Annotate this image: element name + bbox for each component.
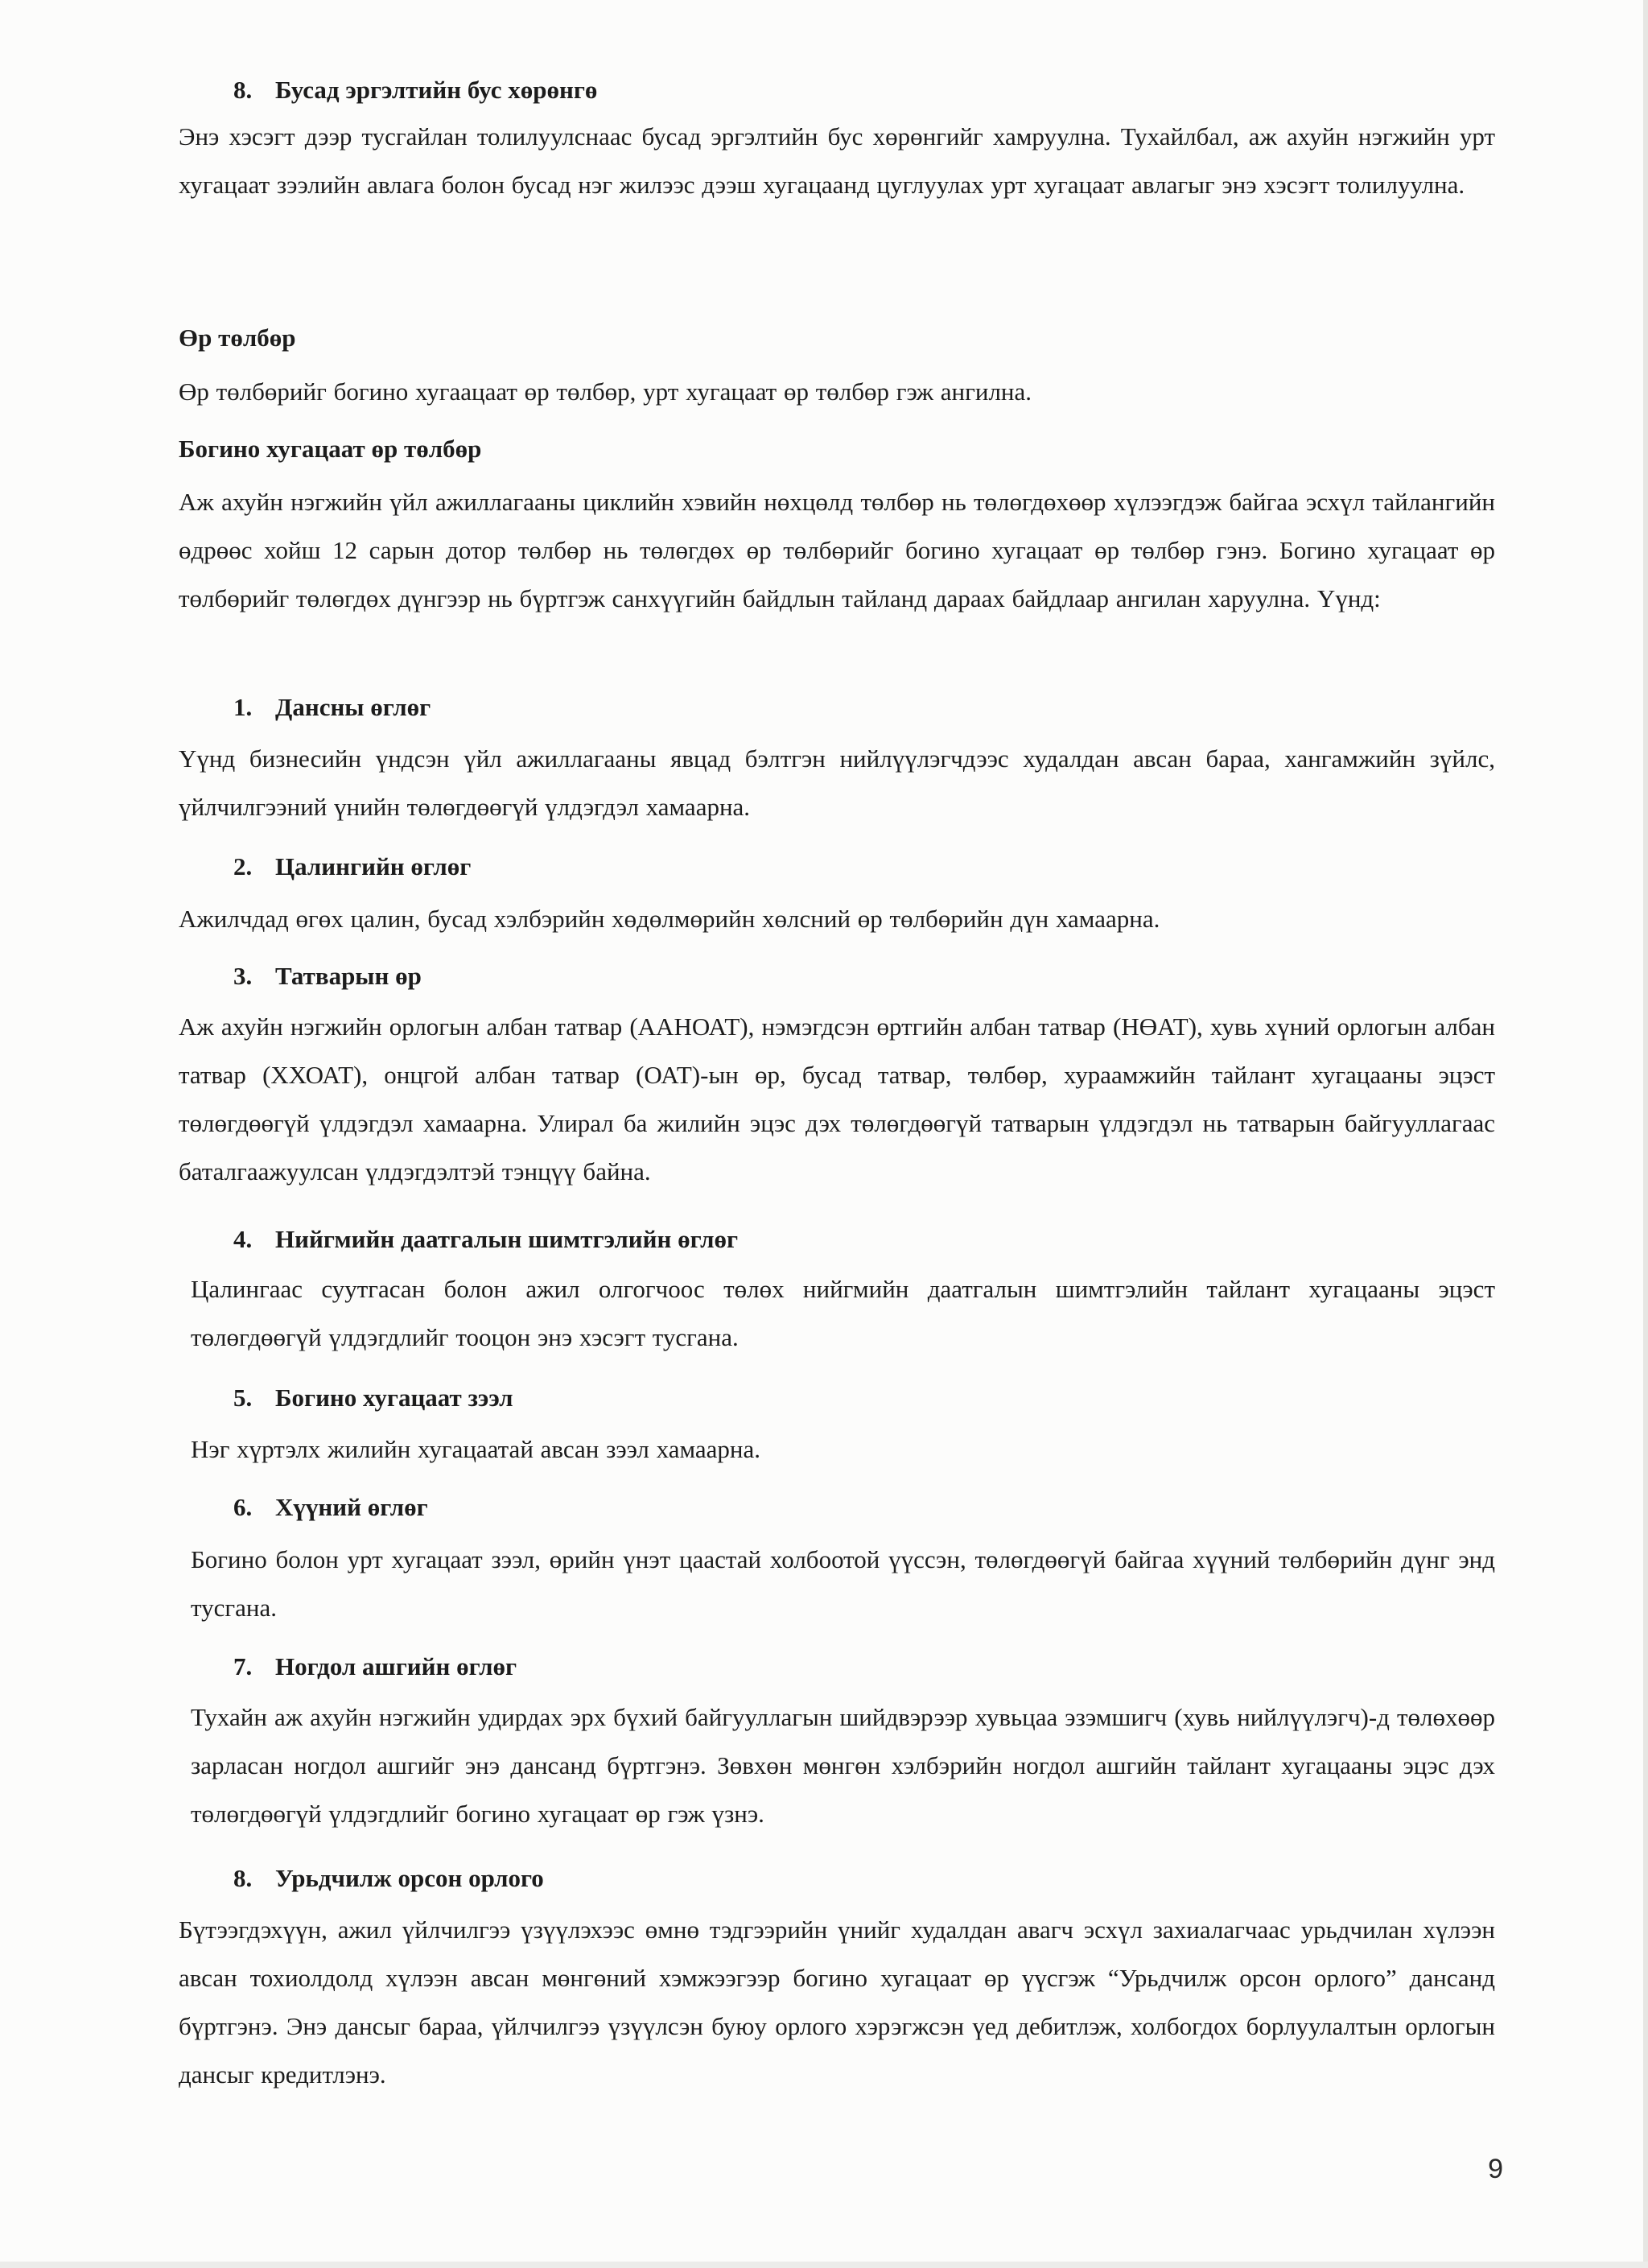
heading-text: Дансны өглөг <box>275 693 431 721</box>
heading-number: 6. <box>233 1493 253 1521</box>
heading-number: 8. <box>233 76 253 104</box>
heading-text: Богино хугацаат зээл <box>275 1383 513 1412</box>
heading-text: Нийгмийн даатгалын шимтгэлийн өглөг <box>275 1225 739 1253</box>
paragraph-tax-payable: Аж ахуйн нэгжийн орлогын албан татвар (ААНОАТ), нэмэгдсэн өртгийн албан татвар (НӨАТ), хувь хүний орлогын албан татвар (ХХОАТ), онцгой албан татвар (ОАТ)-ын өр, бусад татвар, төлбөр, хураамжийн тайлант хугацааны эцэст төлөгдөөгүй үлдэгдэл хамаарна. Улирал ба жилийн эцэс дэх төлөгдөөгүй татварын үлдэгдэл нь татварын байгууллагаас баталгаажуулсан үлдэгдэлтэй тэнцүү байна. <box>179 1012 1495 1186</box>
section-heading-tax-payable <box>233 960 1440 992</box>
heading-text: Бусад эргэлтийн бус хөрөнгө <box>275 76 598 104</box>
heading-text: Ногдол ашгийн өглөг <box>275 1652 517 1680</box>
scan-edge-bottom <box>0 2262 1648 2268</box>
heading-number: 8. <box>233 1864 253 1892</box>
section-heading-short-term-loan <box>233 1382 1440 1414</box>
section-heading-salaries-payable <box>233 851 1440 883</box>
scan-edge-right <box>1643 0 1648 2268</box>
section-heading-current-liabilities: Богино хугацаат өр төлбөр <box>179 435 482 463</box>
paragraph-accounts-payable: Үүнд бизнесийн үндсэн үйл ажиллагааны явцад бэлтгэн нийлүүлэгчдээс худалдан авсан бараа, хангамжийн зүйлс, үйлчилгээний үнийн төлөгдөөгүй үлдэгдэл хамаарна. <box>179 744 1495 821</box>
heading-number: 1. <box>233 693 253 721</box>
heading-number: 5. <box>233 1383 253 1412</box>
paragraph-unearned-revenue: Бүтээгдэхүүн, ажил үйлчилгээ үзүүлэхээс өмнө тэдгээрийн үнийг худалдан авагч эсхүл захиалагчаас урьдчилан хүлээн авсан тохиолдолд хүлээн авсан мөнгөний хэмжээгээр богино хугацаат өр үүсгэж “Урьдчилж орсон орлого” дансанд бүртгэнэ. Энэ дансыг бараа, үйлчилгээ үзүүлсэн буюу орлого хэрэгжсэн үед дебитлэж, холбогдох борлуулалтын орлогын дансыг кредитлэнэ. <box>179 1915 1495 2089</box>
section-heading-interest-payable <box>233 1491 1440 1524</box>
paragraph-dividends-payable: Тухайн аж ахуйн нэгжийн удирдах эрх бүхий байгууллагын шийдвэрээр хувьцаа эзэмшигч (хувь нийлүүлэгч)-д төлөхөөр зарласан ногдол ашгийг энэ дансанд бүртгэнэ. Зөвхөн мөнгөн хэлбэрийн ногдол ашгийн тайлант хугацааны эцэс дэх төлөгдөөгүй үлдэгдлийг богино хугацаат өр гэж үзнэ. <box>191 1703 1495 1828</box>
heading-number: 2. <box>233 852 253 880</box>
section-heading-other-noncurrent-assets <box>233 74 1440 106</box>
heading-text: Цалингийн өглөг <box>275 852 472 880</box>
paragraph-social-insurance-payable: Цалингаас суутгасан болон ажил олгогчоос төлөх нийгмийн даатгалын шимтгэлийн тайлант хугацааны эцэст төлөгдөөгүй үлдэгдлийг тооцон энэ хэсэгт тусгана. <box>191 1275 1495 1351</box>
paragraph-liabilities: Өр төлбөрийг богино хугаацаат өр төлбөр, урт хугацаат өр төлбөр гэж ангилна. <box>179 377 1032 406</box>
section-heading-liabilities: Өр төлбөр <box>179 324 296 352</box>
paragraph-interest-payable: Богино болон урт хугацаат зээл, өрийн үнэт цаастай холбоотой үүссэн, төлөгдөөгүй байгаа хүүний төлбөрийн дүнг энд тусгана. <box>191 1545 1495 1622</box>
page-number: 9 <box>1488 2154 1503 2184</box>
paragraph-salaries-payable: Ажилчдад өгөх цалин, бусад хэлбэрийн хөдөлмөрийн хөлсний өр төлбөрийн дүн хамаарна. <box>179 905 1160 933</box>
section-heading-accounts-payable <box>233 691 1440 724</box>
heading-text: Урьдчилж орсон орлого <box>275 1864 544 1892</box>
heading-number: 7. <box>233 1652 253 1680</box>
heading-number: 3. <box>233 962 253 990</box>
heading-text: Хүүний өглөг <box>275 1493 428 1521</box>
paragraph-other-noncurrent-assets: Энэ хэсэгт дээр тусгайлан толилуулснаас бусад эргэлтийн бус хөрөнгийг хамруулна. Тухайлбал, аж ахуйн нэгжийн урт хугацаат зээлийн авлага болон бусад нэг жилээс дээш хугацаанд цуглуулах урт хугацаат авлагыг энэ хэсэгт толилуулна. <box>179 122 1495 199</box>
paragraph-current-liabilities: Аж ахуйн нэгжийн үйл ажиллагааны циклийн хэвийн нөхцөлд төлбөр нь төлөгдөхөөр хүлээгдэж байгаа эсхүл тайлангийн өдрөөс хойш 12 сарын дотор төлбөр нь төлөгдөх өр төлбөрийг богино хугацаат өр төлбөр гэнэ. Богино хугацаат өр төлбөрийг төлөгдөх дүнгээр нь бүртгэж санхүүгийн байдлын тайланд дараах байдлаар ангилан харуулна. Үүнд: <box>179 488 1495 612</box>
section-heading-dividends-payable <box>233 1651 1440 1683</box>
heading-text: Татварын өр <box>275 962 422 990</box>
paragraph-short-term-loan: Нэг хүртэлх жилийн хугацаатай авсан зээл хамаарна. <box>191 1435 760 1463</box>
heading-number: 4. <box>233 1225 253 1253</box>
section-heading-social-insurance-payable <box>233 1223 1440 1256</box>
section-heading-unearned-revenue <box>233 1862 1440 1895</box>
